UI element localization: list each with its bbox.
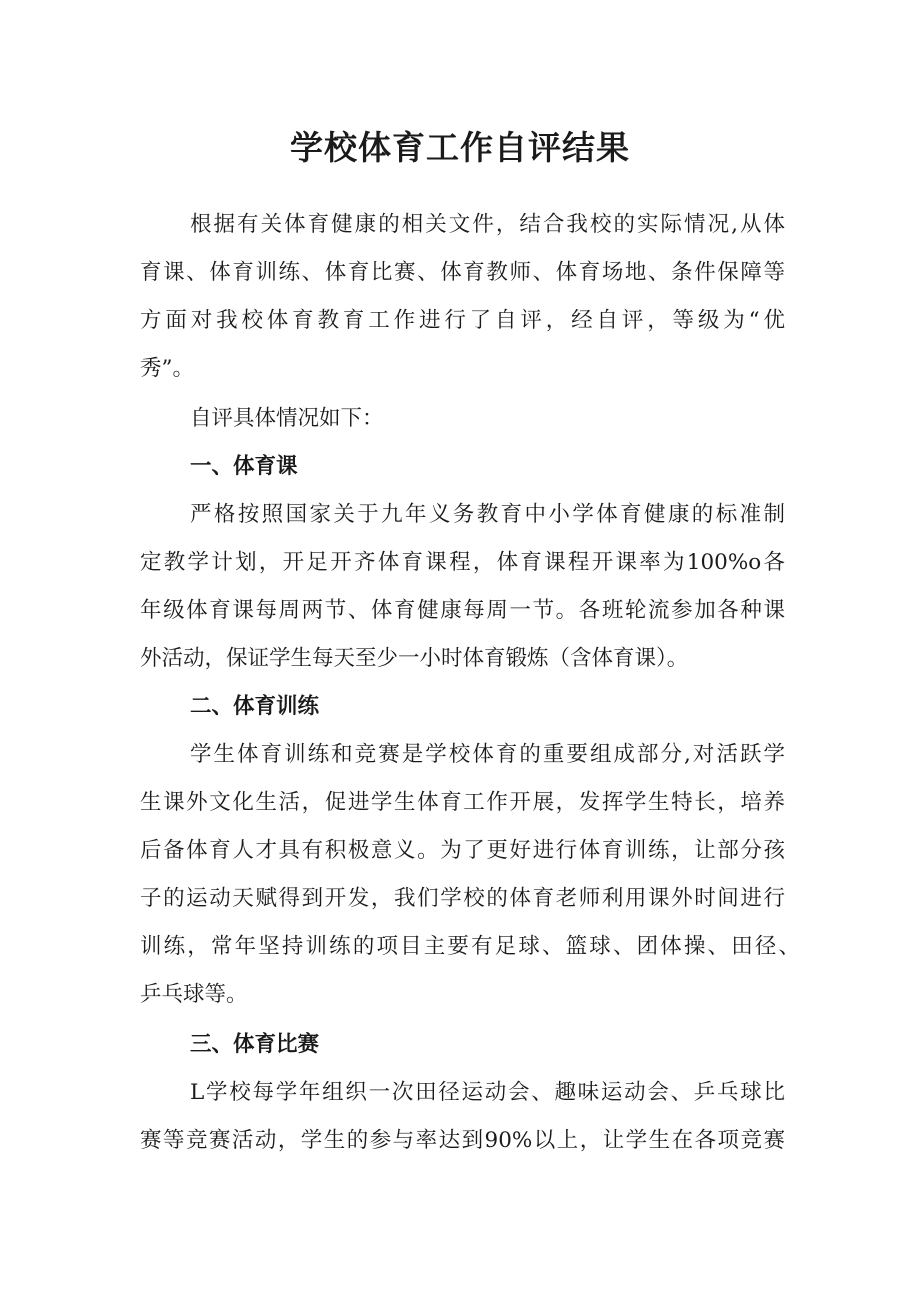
section-2-line-2: 生课外文化生活，促进学生体育工作开展，发挥学生特长，培养 [140,790,785,815]
intro-line-4: 秀”。 [140,356,194,381]
section-2-line-4: 子的运动天赋得到开发，我们学校的体育老师利用课外时间进行 [140,886,785,911]
section-heading-pe-competition: 三、体育比赛 [190,1032,320,1057]
document-title: 学校体育工作自评结果 [290,128,630,167]
section-1-line-3: 年级体育课每周两节、体育健康每周一节。各班轮流参加各种课 [140,598,785,623]
section-2-line-3: 后备体育人才具有积极意义。为了更好进行体育训练，让部分孩 [140,838,785,863]
intro-line-1: 根据有关体育健康的相关文件，结合我校的实际情况,从体 [190,212,785,237]
section-2-line-5: 训练，常年坚持训练的项目主要有足球、篮球、团体操、田径、 [140,934,800,959]
section-2-line-1: 学生体育训练和竞赛是学校体育的重要组成部分,对活跃学 [190,742,785,767]
intro-line-2: 育课、体育训练、体育比赛、体育教师、体育场地、条件保障等 [140,260,785,285]
section-3-line-2: 赛等竞赛活动，学生的参与率达到90%以上，让学生在各项竞赛 [140,1128,785,1153]
section-heading-pe-class: 一、体育课 [190,454,298,479]
section-1-line-2: 定教学计划，开足开齐体育课程，体育课程开课率为100%o各 [140,550,785,575]
section-3-line-1: L学校每学年组织一次田径运动会、趣味运动会、乒乓球比 [190,1080,785,1105]
section-heading-pe-training: 二、体育训练 [190,694,320,719]
intro-line-3: 方面对我校体育教育工作进行了自评，经自评，等级为“优 [140,308,785,333]
section-1-line-1: 严格按照国家关于九年义务教育中小学体育健康的标准制 [190,502,785,527]
lead-text: 自评具体情况如下： [190,406,384,431]
section-1-line-4: 外活动，保证学生每天至少一小时体育锻炼（含体育课）。 [140,646,689,671]
section-2-line-6: 乒乓球等。 [140,982,248,1007]
